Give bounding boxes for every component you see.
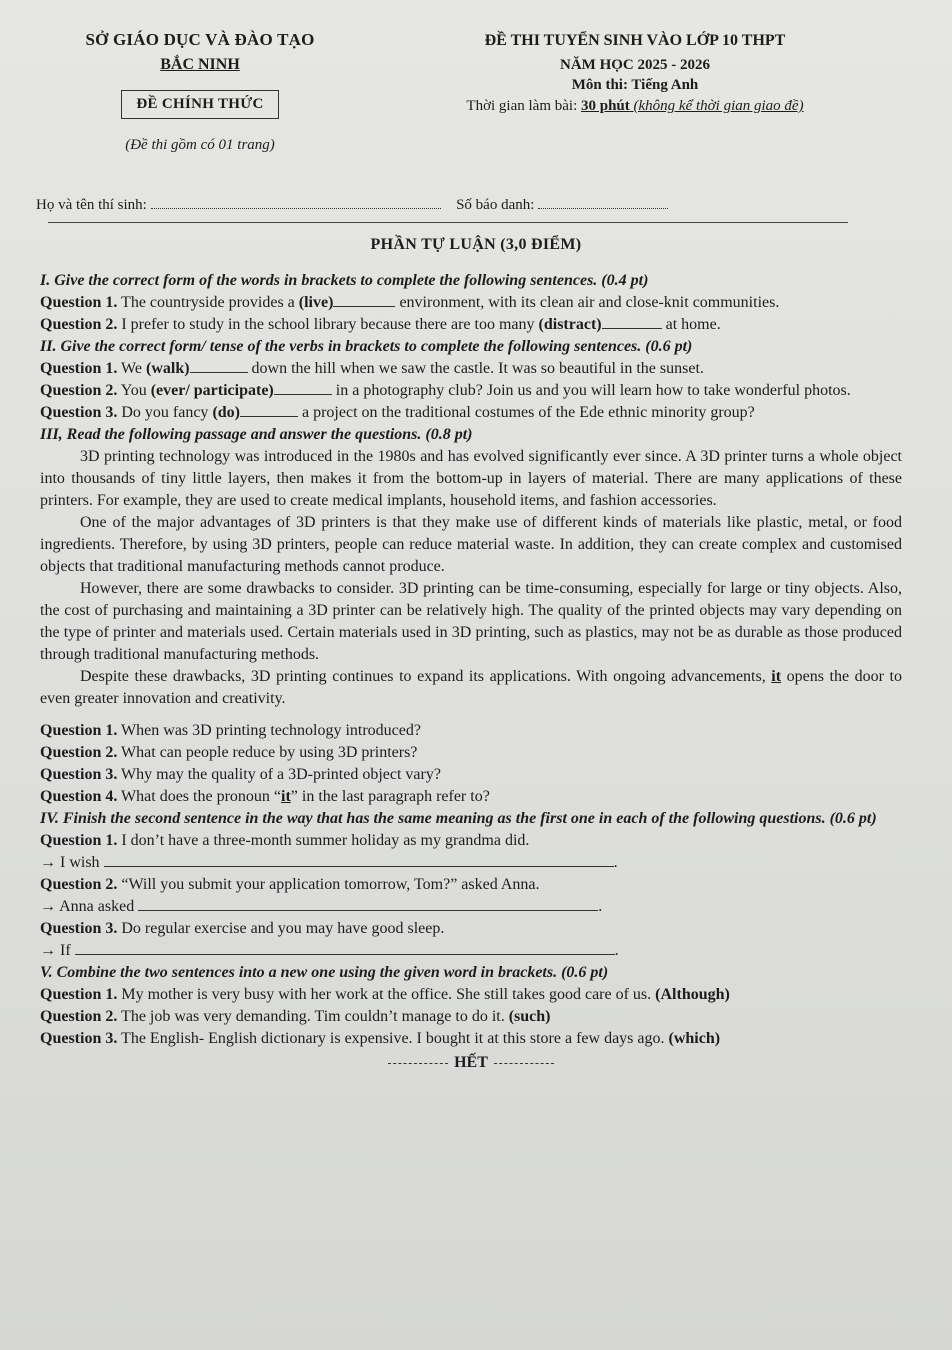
passage-paragraph-1: 3D printing technology was introduced in the 1980s and has evolved significantly ever since. A 3D printer turns a whole object into thousands of tiny little layers, then makes it from the bottom-up in layers of material. There are many applications of these printers. For example, they are used to create medical implants, household items, and fashion accessories. bbox=[40, 448, 902, 509]
subject: Môn thi: Tiếng Anh bbox=[571, 77, 699, 93]
answer-line[interactable] bbox=[138, 898, 598, 911]
s4-answer-1: → I wish . bbox=[40, 854, 618, 871]
section-1-title: I. Give the correct form of the words in brackets to complete the following sentences. (0.4 pt) bbox=[40, 272, 649, 289]
s2-question-2: Question 2. You (ever/ participate) in a photography club? Join us and you will learn how to take wonderful photos. bbox=[40, 382, 851, 399]
time-note: (không kể thời gian giao đề) bbox=[629, 98, 804, 114]
candidate-id-label: Số báo danh: bbox=[456, 197, 535, 213]
department-name: SỞ GIÁO DỤC VÀ ĐÀO TẠO bbox=[85, 30, 315, 49]
exam-content bbox=[40, 270, 902, 1074]
province-name: BẮC NINH bbox=[160, 56, 240, 73]
answer-blank[interactable] bbox=[240, 403, 298, 417]
s3-question-1: Question 1. When was 3D printing technology introduced? bbox=[40, 722, 421, 739]
answer-blank[interactable] bbox=[190, 359, 248, 373]
s5-question-2: Question 2. The job was very demanding. Tim couldn’t manage to do it. (such) bbox=[40, 1008, 551, 1025]
exam-title: ĐỀ THI TUYỂN SINH VÀO LỚP 10 THPT bbox=[484, 32, 786, 49]
s5-question-1: Question 1. My mother is very busy with her work at the office. She still takes good care of us. (Although) bbox=[40, 986, 730, 1003]
s2-question-1: Question 1. We (walk) down the hill when we saw the castle. It was so beautiful in the sunset. bbox=[40, 360, 704, 377]
answer-line[interactable] bbox=[104, 854, 614, 867]
s1-question-2: Question 2. I prefer to study in the school library because there are too many (distract) at home. bbox=[40, 316, 721, 333]
passage-paragraph-4: Despite these drawbacks, 3D printing continues to expand its applications. With ongoing advancements, it opens the door to even greater innovation and creativity. bbox=[40, 668, 902, 707]
candidate-id-field[interactable] bbox=[538, 196, 668, 209]
s3-question-4: Question 4. What does the pronoun “it” in the last paragraph refer to? bbox=[40, 788, 490, 805]
s4-question-1: Question 1. I don’t have a three-month summer holiday as my grandma did. bbox=[40, 832, 530, 849]
s5-question-3: Question 3. The English- English dictionary is expensive. I bought it at this store a few days ago. (which) bbox=[40, 1030, 721, 1047]
s4-question-3: Question 3. Do regular exercise and you may have good sleep. bbox=[40, 920, 445, 937]
section-4-title: IV. Finish the second sentence in the way that has the same meaning as the first one in each of the following questions. (0.6 pt) bbox=[40, 810, 877, 827]
time-limit: Thời gian làm bài: 30 phút (không kể thời gian giao đề) bbox=[466, 98, 804, 114]
s2-question-3: Question 3. Do you fancy (do) a project on the traditional costumes of the Ede ethnic minority group? bbox=[40, 404, 755, 421]
candidate-info bbox=[36, 196, 846, 214]
pages-note: (Đề thi gồm có 01 trang) bbox=[125, 137, 275, 153]
s4-answer-3: → If . bbox=[40, 942, 619, 959]
passage-paragraph-3: However, there are some drawbacks to consider. 3D printing can be time-consuming, especially for large or tiny objects. Also, the cost of purchasing and maintaining a 3D printer can be relatively high. The quality of the printed objects may vary depending on the type of printer and materials used. Certain materials used in 3D printing, such as plastics, may not be as durable as those produced through traditional manufacturing methods. bbox=[40, 580, 902, 663]
school-year: NĂM HỌC 2025 - 2026 bbox=[560, 57, 710, 73]
section-2-title: II. Give the correct form/ tense of the verbs in brackets to complete the following sentences. (0.6 pt) bbox=[40, 338, 693, 355]
s3-question-3: Question 3. Why may the quality of a 3D-printed object vary? bbox=[40, 766, 441, 783]
end-marker: HẾT bbox=[40, 1052, 902, 1074]
s3-question-2: Question 2. What can people reduce by using 3D printers? bbox=[40, 744, 418, 761]
s1-question-1: Question 1. The countryside provides a (live) environment, with its clean air and close-knit communities. bbox=[40, 294, 780, 311]
answer-blank[interactable] bbox=[274, 381, 332, 395]
candidate-name-field[interactable] bbox=[151, 196, 441, 209]
part-title: PHẦN TỰ LUẬN (3,0 ĐIỂM) bbox=[370, 236, 582, 253]
official-stamp: ĐỀ CHÍNH THỨC bbox=[121, 90, 278, 119]
section-3-title: III, Read the following passage and answer the questions. (0.8 pt) bbox=[40, 426, 473, 443]
answer-line[interactable] bbox=[75, 942, 615, 955]
passage-paragraph-2: One of the major advantages of 3D printers is that they make use of different kinds of materials like plastic, metal, or food ingredients. Therefore, by using 3D printers, people can reduce material waste. In addition, they can create complex and customised objects that traditional manufacturing methods cannot produce. bbox=[40, 514, 902, 575]
answer-blank[interactable] bbox=[602, 315, 662, 329]
s4-answer-2: → Anna asked . bbox=[40, 898, 603, 915]
divider bbox=[48, 222, 848, 223]
answer-blank[interactable] bbox=[333, 293, 395, 307]
section-5-title: V. Combine the two sentences into a new one using the given word in brackets. (0.6 pt) bbox=[40, 964, 609, 981]
s4-question-2: Question 2. “Will you submit your application tomorrow, Tom?” asked Anna. bbox=[40, 876, 540, 893]
header-left bbox=[50, 30, 350, 154]
candidate-name-label: Họ và tên thí sinh: bbox=[36, 197, 147, 213]
time-value: 30 phút bbox=[581, 98, 630, 114]
header-right bbox=[420, 32, 850, 115]
